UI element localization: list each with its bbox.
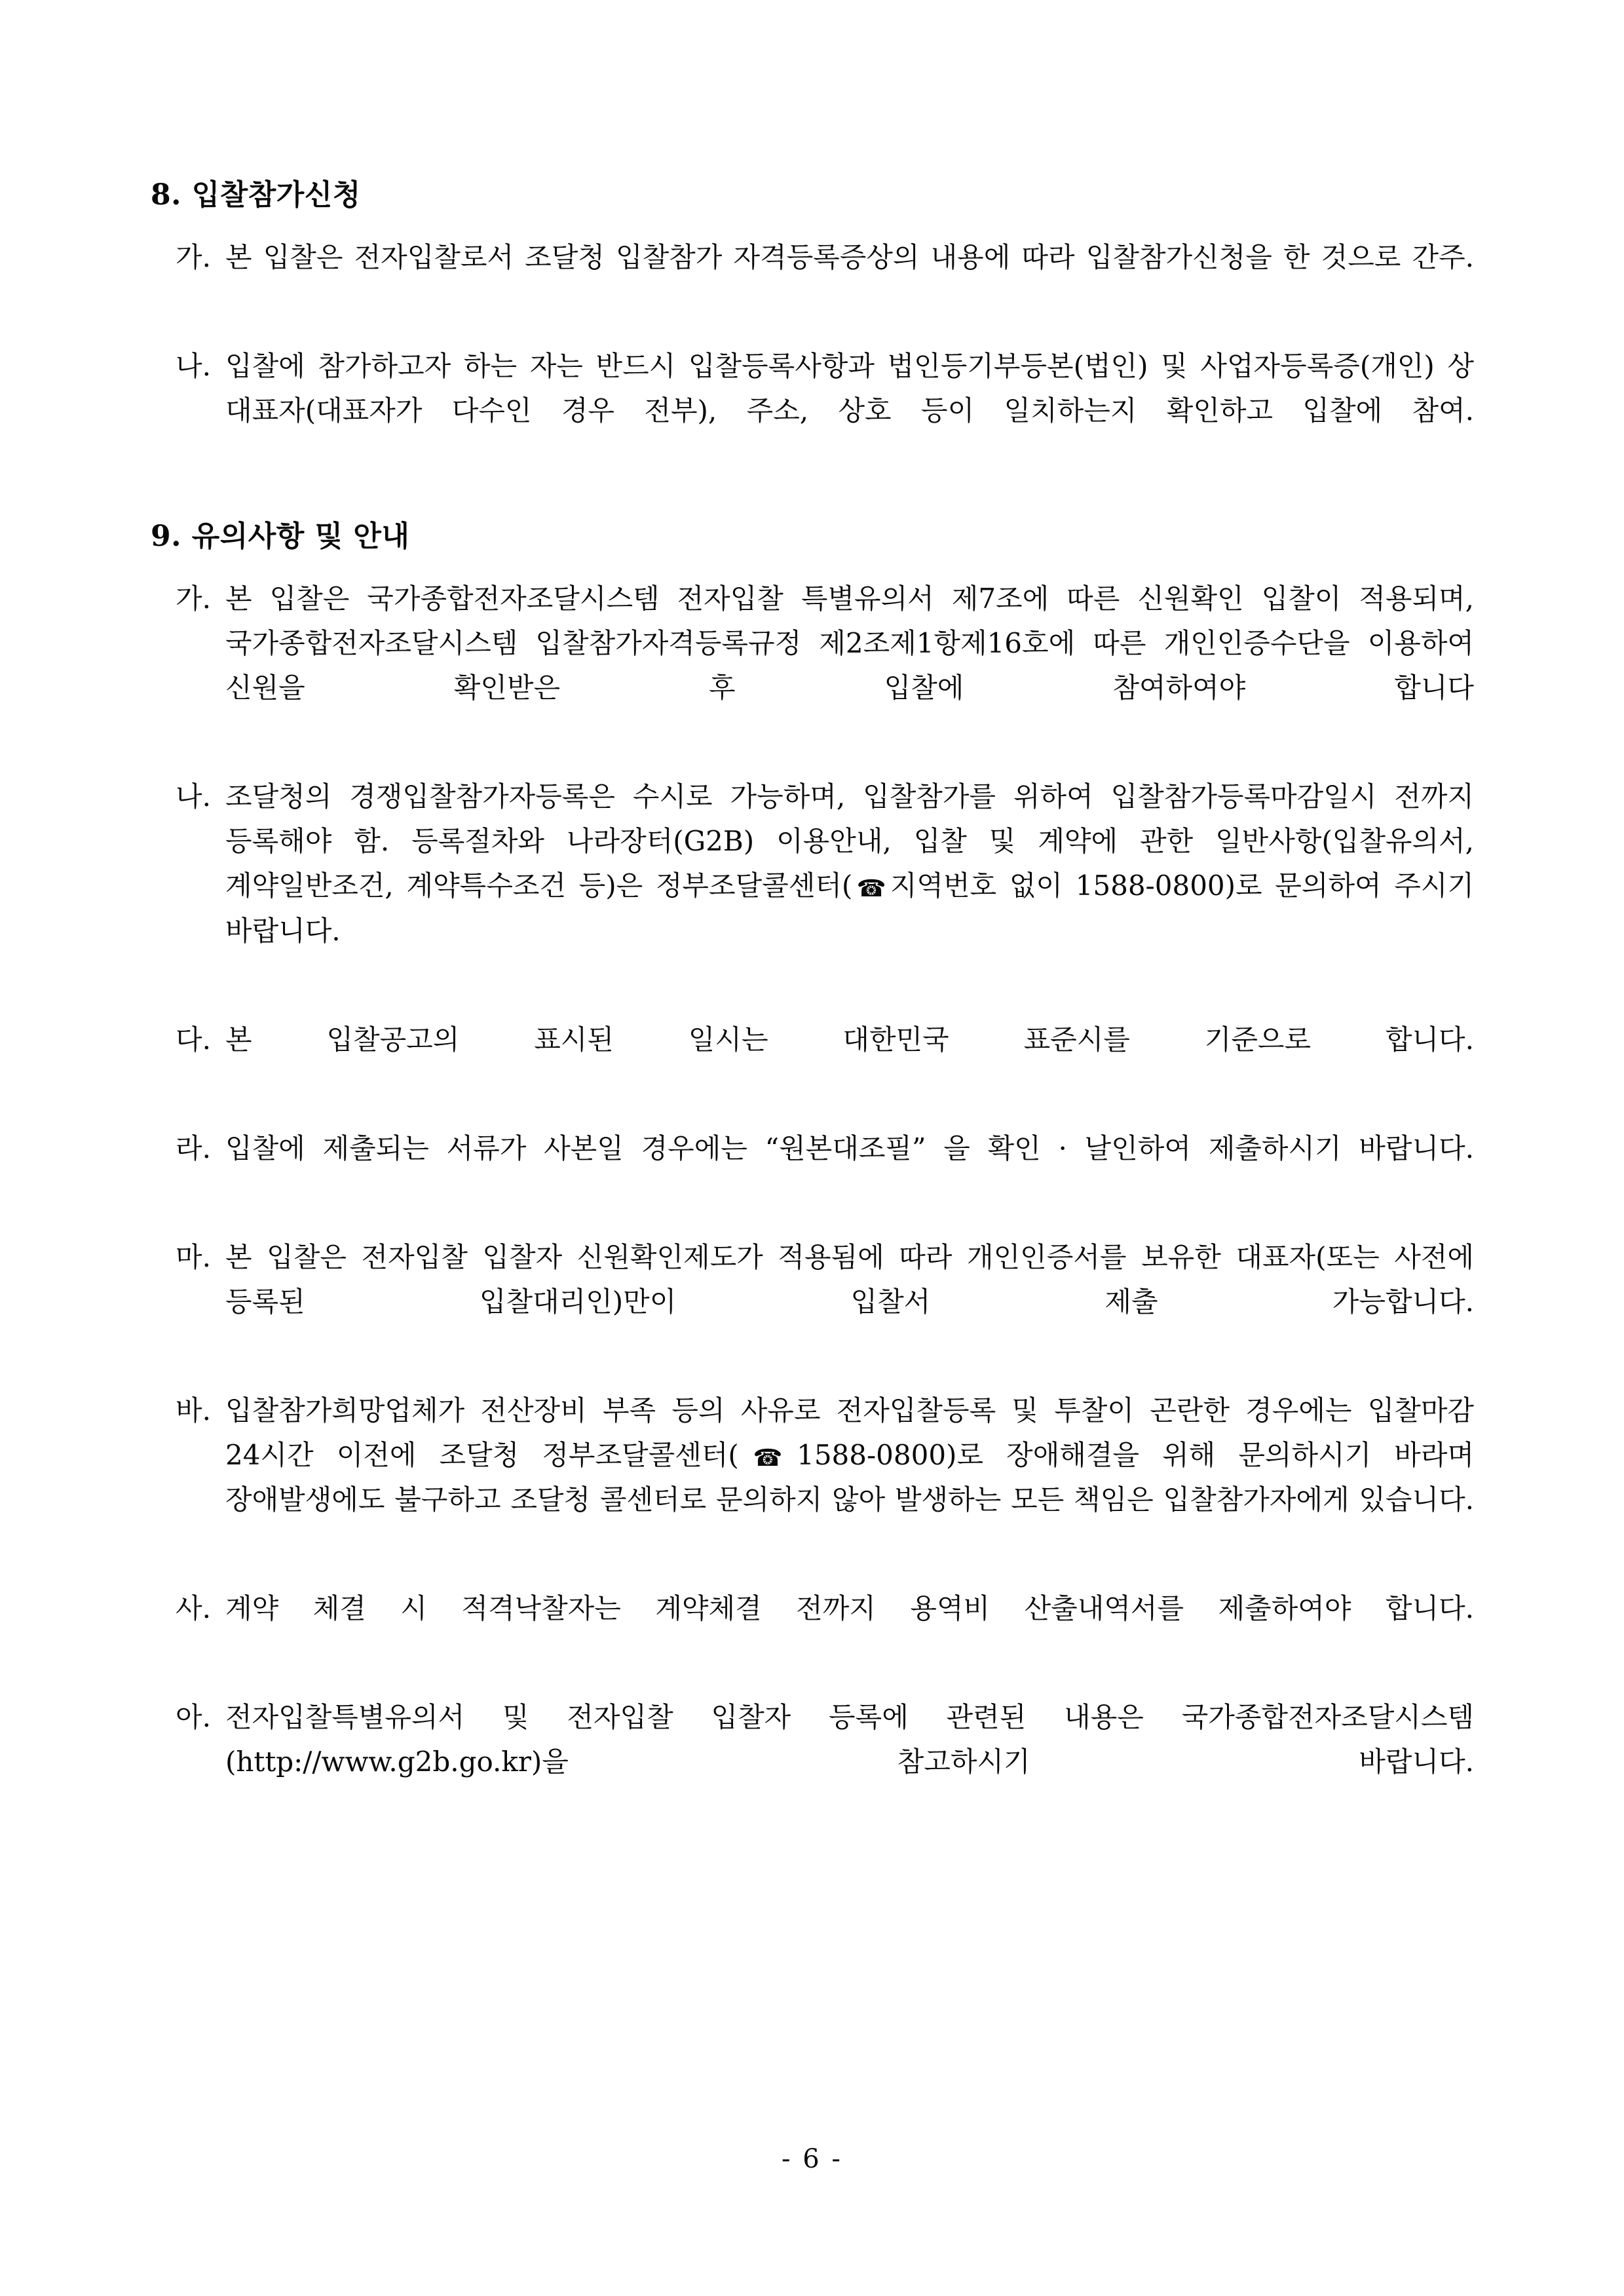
list-item-marker: 나.	[176, 350, 211, 383]
list-item-marker: 사.	[176, 1592, 211, 1625]
list-item-marker: 다.	[176, 1023, 211, 1056]
list-item-text-part: 1588-0800)로 장애해결을 위해 문의하시기 바라며 장애발생에도 불구하고 조달청 콜센터로 문의하지 않아 발생하는 모든 책임은 입찰참가자에게 있습니다.	[225, 1438, 1475, 1516]
list-item-text: 본 입찰은 전자입찰로서 조달청 입찰참가 자격등록증상의 내용에 따라 입찰참가신청을 한 것으로 간주.	[225, 241, 1474, 273]
telephone-icon: ☎	[738, 1444, 797, 1472]
list-item-text: 본 입찰은 국가종합전자조달시스템 전자입찰 특별유의서 제7조에 따른 신원확인 입찰이 적용되며, 국가종합전자조달시스템 입찰참가자격등록규정 제2조제1항제16호에 따른 개인인증수단을 이용하여 신원을 확인받은 후 입찰에 참여하여야 합니다	[225, 583, 1474, 704]
list-item-text	[225, 1388, 1474, 1567]
list-item	[151, 775, 1474, 997]
page-number: - 6 -	[782, 2144, 842, 2174]
list-item-text: 본 입찰공고의 표시된 일시는 대한민국 표준시를 기준으로 합니다.	[225, 1023, 1474, 1056]
list-item	[151, 344, 1474, 478]
list-item-text: 전자입찰특별유의서 및 전자입찰 입찰자 등록에 관련된 내용은 국가종합전자조달시스템(http://www.g2b.go.kr)을 참고하시기 바랍니다.	[225, 1701, 1474, 1778]
list-item-text-part: 입찰참가희망업체가 전산장비 부족 등의 사유로 전자입찰등록 및 투찰이 곤란한 경우에는 입찰마감 24시간 이전에 조달청 정부조달콜센터(	[225, 1394, 1474, 1471]
list-item-text: 입찰에 제출되는 서류가 사본일 경우에는 “원본대조필” 을 확인 · 날인하여 제출하시기 바랍니다.	[225, 1132, 1474, 1164]
list-item	[151, 1126, 1474, 1215]
section-8	[151, 177, 1474, 478]
section-9	[151, 518, 1474, 1829]
list-item-text: 계약 체결 시 적격낙찰자는 계약체결 전까지 용역비 산출내역서를 제출하여야 합니다.	[225, 1592, 1474, 1625]
list-item	[151, 1235, 1474, 1369]
list-item-text-part: 지역번호 없이 1588-0800)로 문의하여 주시기 바랍니다.	[225, 870, 1475, 947]
list-item-marker: 가.	[176, 241, 211, 273]
list-item	[151, 1018, 1474, 1107]
list-item-text: 입찰에 참가하고자 하는 자는 반드시 입찰등록사항과 법인등기부등본(법인) 및 사업자등록증(개인) 상 대표자(대표자가 다수인 경우 전부), 주소, 상호 등이 일치하는지 확인하고 입찰에 참여.	[225, 350, 1474, 427]
document-body	[151, 177, 1474, 1829]
list-item	[151, 577, 1474, 755]
list-item-text-part: 조달청의 경쟁입찰참가자등록은 수시로 가능하며, 입찰참가를 위하여 입찰참가등록마감일시 전까지 등록해야 함. 등록절차와 나라장터(G2B) 이용안내, 입찰 및 계약에 관한 일반사항(입찰유의서, 계약일반조건, 계약특수조건 등)은 정부조달콜센터(	[225, 780, 1474, 902]
list-item-text: 본 입찰은 전자입찰 입찰자 신원확인제도가 적용됨에 따라 개인인증서를 보유한 대표자(또는 사전에 등록된 입찰대리인)만이 입찰서 제출 가능합니다.	[225, 1240, 1474, 1318]
section-heading: 9. 유의사항 및 안내	[151, 520, 410, 554]
list-item	[151, 1695, 1474, 1829]
list-item	[151, 1586, 1474, 1675]
list-item-marker: 나.	[176, 780, 211, 813]
list-item-marker: 바.	[176, 1394, 211, 1426]
list-item	[151, 235, 1474, 324]
list-item-marker: 마.	[176, 1240, 211, 1273]
list-item-marker: 라.	[176, 1132, 211, 1164]
telephone-icon: ☎	[852, 875, 890, 903]
list-item	[151, 1388, 1474, 1567]
list-item-marker: 아.	[176, 1701, 211, 1734]
list-item-marker: 가.	[176, 583, 211, 615]
section-heading: 8. 입찰참가신청	[151, 178, 361, 212]
list-item-text	[225, 775, 1474, 997]
